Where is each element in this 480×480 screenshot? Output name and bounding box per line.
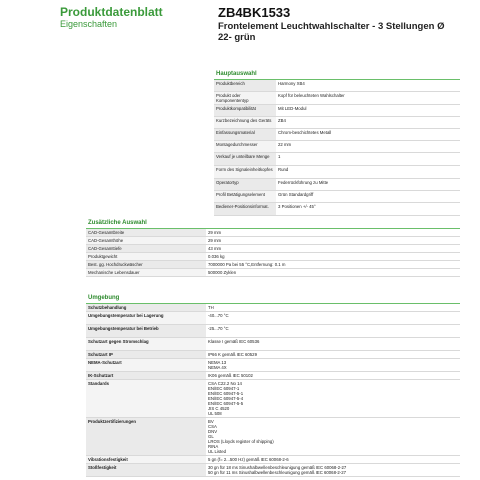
table [86,304,460,477]
table-row [214,117,460,129]
row-label: NEMA-Schutzart [86,359,206,371]
table-row [86,304,460,312]
row-value: 500000 Zyklen [208,269,237,275]
row-label: Schutzart IP [86,351,206,358]
row-value: Harmony XB4 [278,80,305,86]
row-label: Umgebungstemperatur bei Betrieb [86,325,206,337]
row-label: Form des Signaleinheitkopfes [214,166,276,178]
section-title: Hauptauswahl [214,70,460,80]
table [86,229,460,277]
table-row [86,253,460,261]
row-label: Produktkompatibilität [214,105,276,116]
table-row [86,237,460,245]
table-row [214,141,460,153]
doc-title: Produktdatenblatt [60,5,163,19]
row-label: Standards [86,380,206,417]
row-value: 43 mm [208,245,222,251]
table-row [214,203,460,216]
row-value: 22 mm [278,141,292,147]
table-row [214,179,460,191]
product-description: Frontelement Leuchtwahlschalter - 3 Stellungen Ø 22- grün [218,21,445,43]
table-row [214,92,460,105]
section-zusaetzliche-auswahl [86,219,460,277]
table-row [214,153,460,166]
row-label: CAD-Gesamttiefe [86,245,206,252]
row-label: Montagedurchmesser [214,141,276,152]
table-row [86,372,460,380]
row-label: Schutzart gegen Stromschlag [86,338,206,350]
row-value: Klasse I gemäß IEC 60536 [208,338,260,344]
row-value: -40...70 °C [208,312,229,318]
row-value: Kopf für beleuchteten Wahlschalter [278,92,345,98]
table-row [86,359,460,372]
row-value: CSA C22.2 No 14 EN/IEC 60947-1 EN/IEC 60947-5-1 EN/IEC 60947-5-4 EN/IEC 60947-5-5 JIS C 4520 UL 508 [208,380,244,416]
table-row [214,129,460,141]
table-row [86,351,460,359]
table-row [214,191,460,203]
table-row [86,312,460,325]
row-value: 0.036 kg [208,253,225,259]
table-row [86,261,460,269]
table-row [214,166,460,179]
header-left [60,6,180,30]
doc-subtitle: Eigenschaften [60,19,118,29]
row-label: Mechanische Lebensdauer [86,269,206,276]
row-value: TH [208,304,214,310]
row-label: CAD-Gesamthöhe [86,237,206,244]
row-label: Einfassungsmaterial [214,129,276,140]
row-value: IK06 gemäß IEC 50102 [208,372,253,378]
row-value: Grün Standardgriff [278,191,314,197]
row-label: Produktgewicht [86,253,206,260]
section-hauptauswahl [214,70,460,216]
row-value: -25...70 °C [208,325,229,331]
table-row [214,105,460,117]
row-value: IP66 K gemäß IEC 60529 [208,351,257,357]
table [214,80,460,216]
row-value: 30 gn für 18 ms Sinushalbwellenbeschleunigung gemäß IEC 60068-2-27 50 gn für 11 ms Sinushalbwellenbeschleunigung gemäß IEC 60068-2-27 [208,464,347,475]
section-title: Zusätzliche Auswahl [86,219,460,229]
row-label: Verkauf je unteilbare Menge [214,153,276,165]
row-value: BV CSA DNV GL LROS (Lloyds register of shipping) RINA UL Listed [208,418,274,454]
table-row [86,418,460,456]
row-value: 7000000 Pa bei 55 °C,Entfernung: 0.1 m [208,261,286,267]
row-label: Produktbereich [214,80,276,91]
row-value: ZB4 [278,117,286,123]
table-row [86,456,460,464]
table-row [86,269,460,277]
table-row [214,80,460,92]
row-value: Rund [278,166,289,172]
row-label: Vibrationsfestigkeit [86,456,206,463]
header-right [218,5,458,43]
row-label: Best. gg. Hochdruckwäscher [86,261,206,268]
table-row [86,245,460,253]
row-value: Chrom-beschichtetes Metall [278,129,332,135]
row-label: Umgebungstemperatur bei Lagerung [86,312,206,324]
row-value: 29 mm [208,237,222,243]
row-label: Schutzbehandlung [86,304,206,311]
row-label: Bediener-Positionsinformat. [214,203,276,215]
section-title: Umgebung [86,294,460,304]
table-row [86,338,460,351]
row-label: Profil Betätigungselement [214,191,276,202]
row-label: Produkt oder Komponententyp [214,92,276,104]
row-value: 29 mm [208,229,222,235]
row-label: Kurzbezeichnung des Geräts [214,117,276,128]
row-value: Federrückführung zu Mitte [278,179,329,185]
row-label: CAD-Gesamtbreite [86,229,206,236]
row-value: 1 [278,153,281,159]
product-code: ZB4BK1533 [218,5,291,20]
row-label: Operatortyp [214,179,276,190]
row-value: 5 gn (f= 2...500 Hz) gemäß IEC 60068-2-6 [208,456,289,462]
table-row [86,464,460,477]
row-value: NEMA 13 NEMA 4X [208,359,227,370]
row-label: Produktzertifizierungen [86,418,206,455]
section-umgebung [86,294,460,477]
row-label: IK-Schutzart [86,372,206,379]
table-row [86,229,460,237]
row-value: Mit LED-Modul [278,105,307,111]
row-value: 3 Positionen +/- 45° [278,203,316,209]
row-label: Stoßfestigkeit [86,464,206,476]
table-row [86,380,460,418]
table-row [86,325,460,338]
